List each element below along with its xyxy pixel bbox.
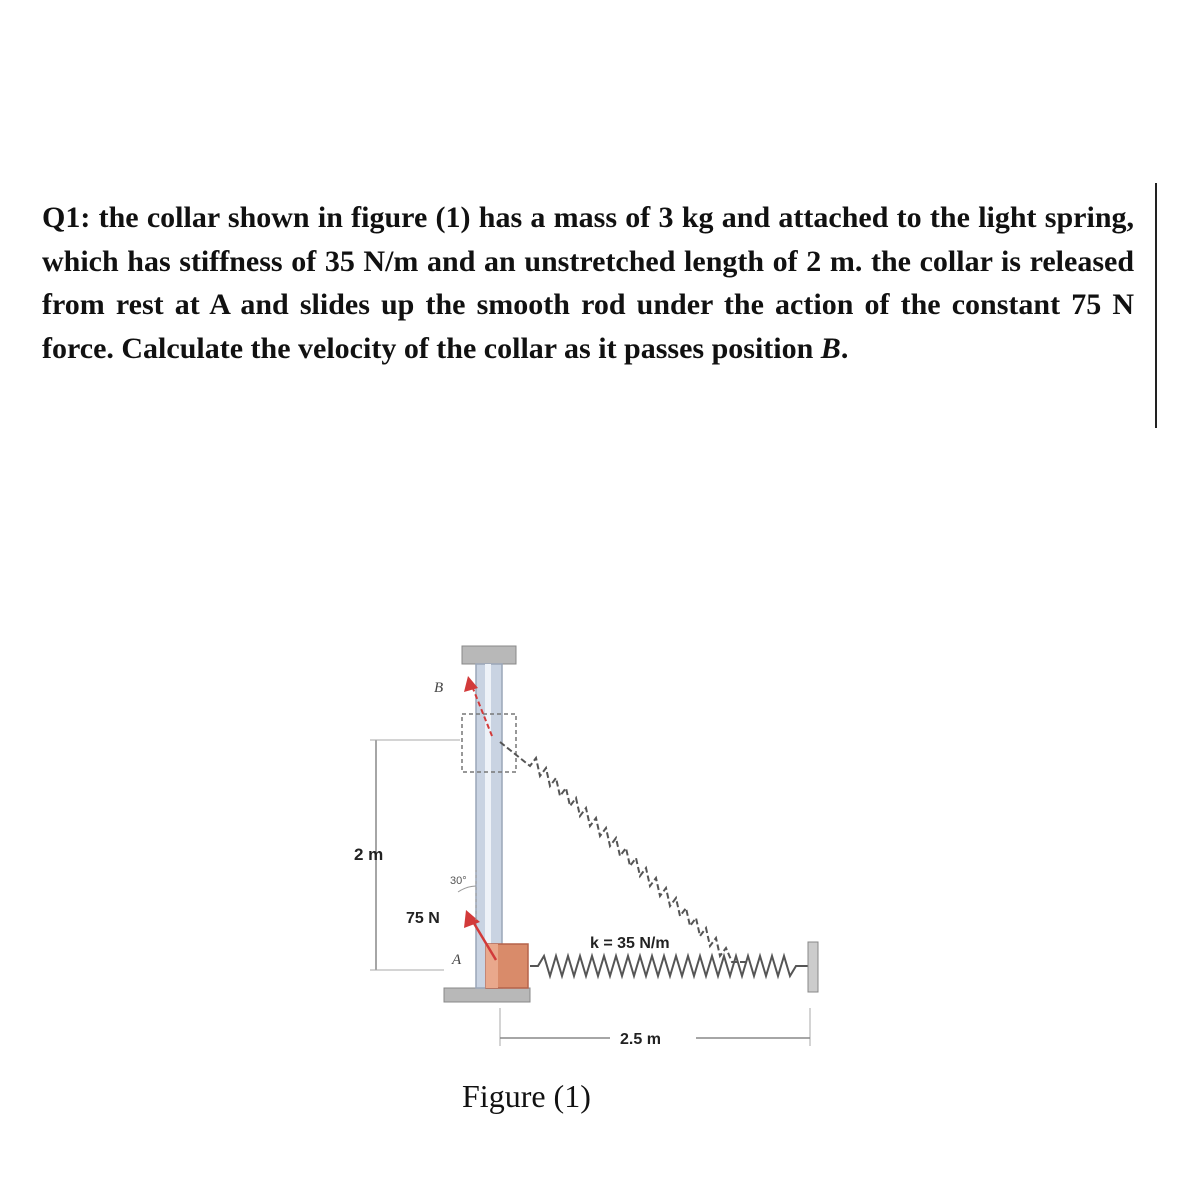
question-text [42,196,1134,370]
top-support [462,646,516,664]
point-a-label: A [452,952,462,968]
point-b-label: B [434,680,444,696]
width-label: 2.5 m [620,1031,661,1048]
collar-shade [486,944,498,988]
rod-highlight [485,664,491,988]
margin-rule [1155,183,1157,428]
bottom-support [444,988,530,1002]
figure-diagram [340,630,860,1060]
diagonal-spring [500,742,750,962]
question-period: . [840,331,849,365]
question-number: Q1: [42,201,91,234]
force-label: 75 N [406,910,440,927]
figure-1 [340,630,860,1060]
angle-label: 30° [450,875,467,887]
height-label: 2 m [354,845,384,864]
spring-anchor [808,942,818,992]
question-body: the collar shown in figure (1) has a mass of 3 kg and attached to the light spring, which has stiffness of 35 N/m and an unstretched length of 2 m. the collar is released from rest at A and slides up the smooth rod under the action of the constant 75 N force. Calculate the velocity of the collar as it passes position [42,201,1134,365]
position-b-label: B [820,331,841,365]
spring-constant-label: k = 35 N/m [590,935,670,952]
horizontal-spring [530,956,808,976]
figure-caption: Figure (1) [462,1078,591,1114]
